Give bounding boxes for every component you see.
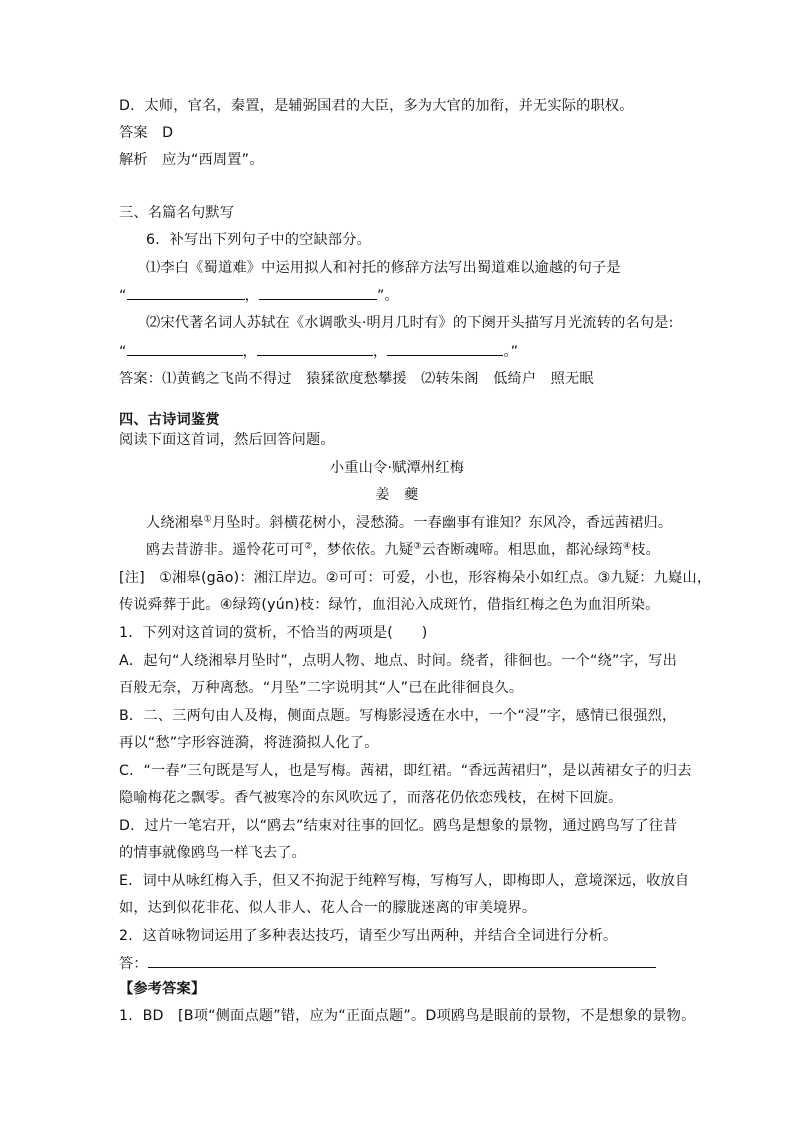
poem-text: 云杳断魂啼。相思血，都沁绿筠 — [421, 542, 623, 558]
option-d-line-1: D．过片一笔宕开，以“鸥去”结束对往事的回忆。鸥鸟是想象的景物，通过鸥鸟写了往昔 — [119, 818, 678, 834]
reference-answer-heading: 【参考答案】 — [119, 981, 206, 997]
section-heading-4: 四、古诗词鉴赏 — [119, 412, 220, 428]
section-heading-3: 三、名篇名句默写 — [119, 205, 235, 221]
option-a-line-2: 百般无奈，万种离愁。“月坠”二字说明其“人”已在此徘徊良久。 — [119, 680, 524, 696]
option-d-text: D．太师，官名，秦置，是辅弼国君的大臣，多为大官的加衔，并无实际的职权。 — [119, 98, 634, 114]
poem-text: 鸥去昔游非。遥怜花可可 — [146, 542, 305, 558]
footnote-marker: ③ — [413, 541, 422, 552]
separator: ， — [244, 288, 259, 304]
answer-label: 答案 D — [119, 125, 174, 141]
separator: ， — [372, 344, 388, 360]
poem-text: 月坠时。斜横花树小，浸愁漪。一春幽事有谁知？东风冷，香远茜裙归。 — [211, 515, 673, 531]
open-quote: “ — [119, 288, 127, 304]
open-quote: “ — [119, 344, 127, 360]
poem-text: ，梦依依。九疑 — [312, 542, 414, 558]
option-e-line-2: 如，达到似花非花、似人非人、花人合一的朦胧迷离的审美境界。 — [119, 900, 537, 916]
poem-text: 人绕湘皋 — [146, 515, 204, 531]
fill-blank[interactable] — [257, 341, 373, 356]
close-quote: 。” — [503, 344, 519, 360]
analysis-text: 解析 应为“西周置”。 — [119, 152, 264, 168]
fill-blank[interactable] — [259, 285, 377, 300]
notes-line-1: [注] ①湘皋(gāo)：湘江岸边。②可可：可爱，小也，形容梅朵小如红点。③九疑：九嶷山， — [119, 570, 712, 586]
option-c-line-2: 隐喻梅花之飘零。香气被寒冷的东风吹远了，而落花仍依恋残枝，在树下回旋。 — [119, 790, 623, 806]
poem-text: 枝。 — [631, 542, 661, 558]
separator: ， — [242, 344, 257, 360]
footnote-marker: ② — [304, 541, 313, 552]
option-b-line-2: 再以“愁”字形容涟漪，将涟漪拟人化了。 — [119, 735, 379, 751]
answer-prefix: 答： — [119, 956, 148, 972]
question-6-part-2: ⑵宋代著名词人苏轼在《水调歌头·明月几时有》的下阕开头描写月光流转的名句是: — [146, 315, 674, 331]
poem-title: 小重山令·赋潭州红梅 — [329, 460, 465, 476]
close-quote: ”。 — [376, 288, 399, 304]
option-d-line-2: 的情事就像鸥鸟一样飞去了。 — [119, 845, 307, 861]
question-6-part-1: ⑴李白《蜀道难》中运用拟人和衬托的修辞方法写出蜀道难以逾越的句子是 — [146, 260, 621, 276]
footnote-marker: ① — [203, 514, 212, 525]
option-a-line-1: A．起句“人绕湘皋月坠时”，点明人物、地点、时间。绕者，徘徊也。一个“绕”字，写出 — [119, 653, 678, 669]
question-6: 6．补写出下列句子中的空缺部分。 — [146, 232, 372, 248]
fill-blank[interactable] — [127, 341, 243, 356]
question-1: 1．下列对这首词的赏析，不恰当的两项是( ) — [119, 625, 428, 641]
reading-instruction: 阅读下面这首词，然后回答问题。 — [119, 432, 335, 448]
question-6-answer: 答案：⑴黄鹤之飞尚不得过 猿猱欲度愁攀援 ⑵转朱阁 低绮户 照无眠 — [119, 371, 594, 387]
fill-blank[interactable] — [387, 341, 503, 356]
footnote-marker: ④ — [622, 541, 632, 552]
poem-line-2 — [146, 540, 660, 560]
option-b-line-1: B．二、三两句由人及梅，侧面点题。写梅影浸透在水中，一个“浸”字，感情已很强烈， — [119, 708, 677, 724]
option-c-line-1: C．“一春”三句既是写人，也是写梅。茜裙，即红裙。“香远茜裙归”，是以茜裙女子的归去 — [119, 763, 692, 779]
question-2: 2．这首咏物词运用了多种表达技巧，请至少写出两种，并结合全词进行分析。 — [119, 928, 618, 944]
poem-author: 姜 夔 — [375, 487, 419, 503]
fill-blank[interactable] — [127, 285, 245, 300]
answer-blank[interactable] — [148, 953, 656, 968]
question-6-part-1-blanks — [119, 285, 399, 306]
notes-line-2: 传说舜葬于此。④绿筠(yún)枝：绿竹，血泪沁入成斑竹，借指红梅之色为血泪所染。 — [119, 597, 660, 613]
reference-answer-1: 1．BD [B项“侧面点题”错，应为“正面点题”。D项鸥鸟是眼前的景物，不是想象的景物。 — [119, 1008, 696, 1024]
question-2-answer-row — [119, 953, 656, 974]
option-e-line-1: E．词中从咏红梅入手，但又不拘泥于纯粹写梅，写梅写人，即梅即人，意境深远，收放自 — [119, 873, 690, 889]
poem-line-1 — [146, 513, 672, 533]
question-6-part-2-blanks — [119, 341, 518, 362]
